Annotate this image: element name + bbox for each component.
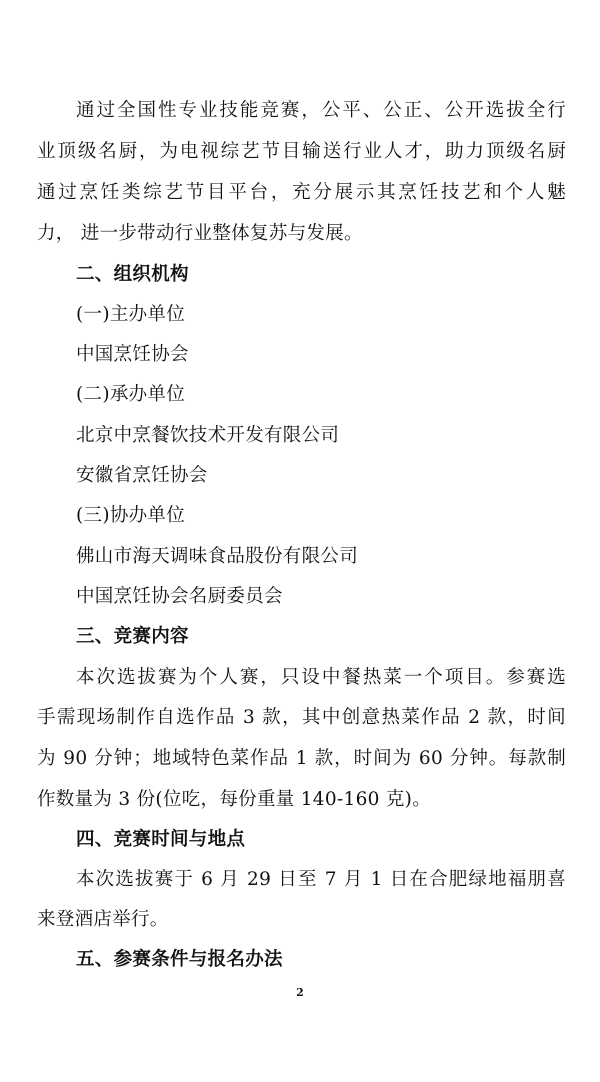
intro-line-3: 通过烹饪类综艺节目平台，充分展示其烹饪技艺和个人魅 bbox=[37, 182, 566, 203]
section-heading-time-place: 四、竞赛时间与地点 bbox=[76, 829, 246, 850]
time-place-line-1: 本次选拔赛于 6 月 29 日至 7 月 1 日在合肥绿地福朋喜 bbox=[76, 869, 566, 890]
intro-line-2: 业顶级名厨，为电视综艺节目输送行业人才，助力顶级名厨 bbox=[37, 141, 566, 162]
content-line-1: 本次选拔赛为个人赛，只设中餐热菜一个项目。参赛选 bbox=[76, 667, 566, 688]
time-place-line-2: 来登酒店举行。 bbox=[37, 909, 169, 930]
host-unit-org: 中国烹饪协会 bbox=[76, 344, 189, 365]
content-line-2: 手需现场制作自选作品 3 款，其中创意热菜作品 2 款，时间 bbox=[37, 707, 566, 728]
intro-line-4: 力， 进一步带动行业整体复苏与发展。 bbox=[37, 223, 363, 244]
co-unit-label: (三)协办单位 bbox=[76, 505, 186, 526]
organizer-unit-label: (二)承办单位 bbox=[76, 384, 186, 405]
section-heading-organization: 二、组织机构 bbox=[76, 264, 189, 285]
organizer-org: 安徽省烹饪协会 bbox=[76, 465, 208, 486]
intro-line-1: 通过全国性专业技能竞赛，公平、公正、公开选拔全行 bbox=[76, 100, 566, 121]
organizer-org: 北京中烹餐饮技术开发有限公司 bbox=[76, 425, 340, 446]
host-unit-label: (一)主办单位 bbox=[76, 304, 186, 325]
page-number: 2 bbox=[296, 986, 304, 999]
co-org: 中国烹饪协会名厨委员会 bbox=[76, 586, 283, 607]
section-heading-content: 三、竞赛内容 bbox=[76, 626, 189, 647]
content-line-3: 为 90 分钟；地域特色菜作品 1 款，时间为 60 分钟。每款制 bbox=[37, 748, 566, 769]
co-org: 佛山市海天调味食品股份有限公司 bbox=[76, 546, 359, 567]
content-line-4: 作数量为 3 份(位吃，每份重量 140-160 克)。 bbox=[37, 789, 432, 810]
section-heading-eligibility: 五、参赛条件与报名办法 bbox=[76, 949, 283, 970]
